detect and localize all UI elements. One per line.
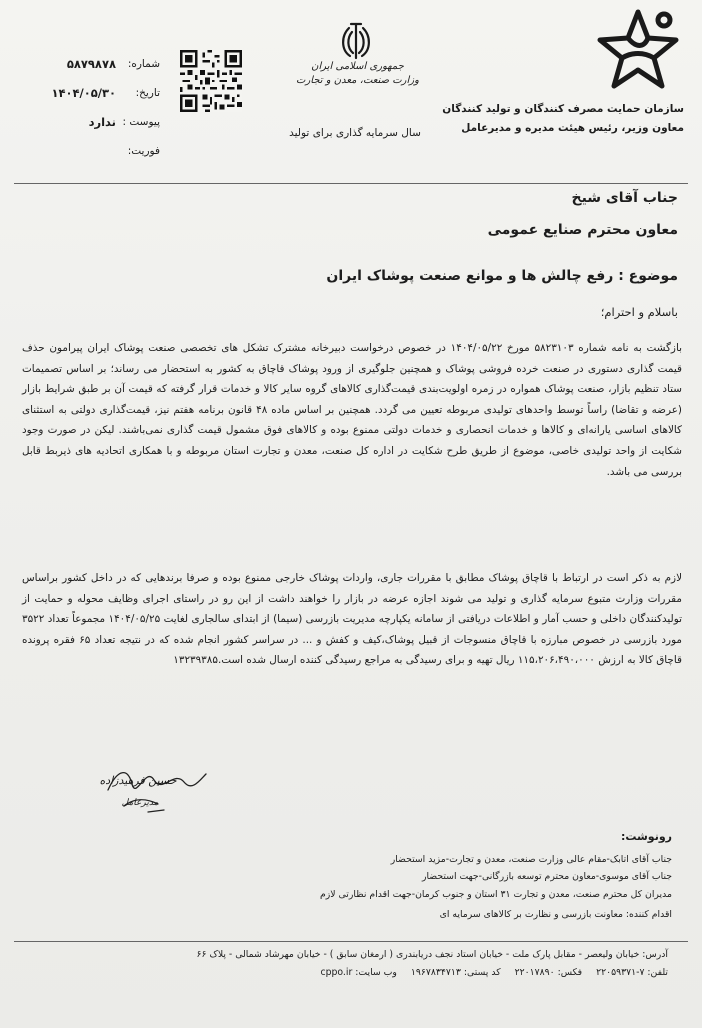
footer-address: آدرس: خیابان ولیعصر - مقابل پارک ملت - خیابان استاد نجف دریابندری ( ارمغان سابق ) - خیابان مهرشاد شمالی - پلاک ۶۶ <box>196 949 668 960</box>
cc-line: جناب آقای اتابک-مقام عالی وزارت صنعت، معدن و تجارت-مزید استحضار <box>390 854 672 865</box>
org-line: معاون وزیر، رئیس هیئت مدیره و مدیرعامل <box>461 122 684 134</box>
footer-divider <box>14 941 688 942</box>
qr-code-icon <box>180 50 242 112</box>
ministry-line: جمهوری اسلامی ایران <box>311 61 404 72</box>
addressee-title: معاون محترم صنایع عمومی <box>487 222 678 238</box>
footer-website: وب سایت: cppo.ir <box>320 967 397 978</box>
greeting: باسلام و احترام؛ <box>600 305 678 319</box>
header-divider <box>14 183 688 184</box>
signatory-title: مدیرعامل <box>121 798 159 808</box>
org-line: سازمان حمایت مصرف کنندگان و تولید کنندگان <box>442 103 684 115</box>
meta-label: پیوست : <box>122 116 160 128</box>
signatory-name: حسین فرهیدزاده <box>99 774 177 787</box>
cc-line: اقدام کننده: معاونت بازرسی و نظارت بر کالاهای سرمایه ای <box>439 909 672 920</box>
signature-scribble-icon <box>88 760 218 830</box>
footer-phone: تلفن: ۷-۲۲۰۵۹۳۷۱ <box>596 967 668 978</box>
letter-meta <box>20 50 160 166</box>
iran-emblem-icon <box>333 18 379 64</box>
meta-value: ندارد <box>88 115 116 129</box>
meta-number <box>20 50 160 79</box>
meta-urgency <box>20 137 160 166</box>
ministry-line: وزارت صنعت، معدن و تجارت <box>296 75 419 86</box>
cppo-logo-icon <box>592 4 684 96</box>
body-paragraph: بازگشت به نامه شماره ۵۸۲۳۱۰۳ مورخ ۱۴۰۴/۰۵/۲۲ در خصوص درخواست دبیرخانه مشترک تشکل های تخصصی صنعت پوشاک ایران پیرامون حذف قیمت گذاری دستوری در صنعت خرده فروشی پوشاک و همچنین جلوگیری از ورود پوشاک قاچاق به کشور به استحضار می رساند؛ بر اساس تصمیمات ستاد تنظیم بازار، صنعت پوشاک همواره در زمره اولویت‌بندی قیمت‌گذاری کالاهای گروه سایر کالا و خدمات قرار گرفته که قیمت آن بر طبق شرایط بازار (عرضه و تقاضا) راساً توسط واحدهای تولیدی مربوطه تعیین می گردد. همچنین بر اساس ماده ۴۸ قانون برنامه هفتم نیز، قیمت‌گذاری دولتی به استثنای کالاهای اساسی یارانه‌ای و کالاها و خدمات انحصاری و خدمات دولتی ممنوع بوده و کالاهای فوق مشمول قیمت گذاری نمی‌باشند. لیکن در صورت وجود شکایت از واحد تولیدی خاصی، موضوع از طریق طرح شکایت در اداره کل صنعت، معدن و تجارت استان مربوطه و با همکاری اتحادیه های ذیربط قابل بررسی می باشد. <box>22 342 683 478</box>
ministry-logotype <box>290 60 425 88</box>
body-paragraph: لازم به ذکر است در ارتباط با قاچاق پوشاک مطابق با مقررات جاری، واردات پوشاک خارجی ممنوع بوده و صرفا برندهایی که در داخل کشور براساس مقررات وزارت متبوع سرمایه گذاری و تولید می شوند اجازه عرضه در بازار را خواهند داشت از این رو در راستای اجرای وظایف محوله و حمایت از تولیدکنندگان داخلی و حسب آمار و اطلاعات دریافتی از سامانه یکپارچه مدیریت بازرسی (سیما) از ابتدای سالجاری لغایت ۱۴۰۴/۰۵/۲۵ مجموعاً تعداد ۳۵۲۲ مورد بازرسی در خصوص مبارزه با قاچاق منسوجات از قبیل پوشاک،کیف و کفش و ... در سراسر کشور انجام شده که در نتیجه تعداد ۶۵ فقره پرونده قاچاق کالا به ارزش ۱۱۵،۲۰۶،۴۹۰،۰۰۰ ریال تهیه و برای رسیدگی به مراجع رسیدگی کننده ارسال شده است.۱۳۲۳۹۳۸۵ <box>22 572 682 667</box>
meta-label: فوریت: <box>127 145 160 157</box>
footer-postal-code: کد پستی: ۱۹۶۷۸۳۴۷۱۳ <box>410 967 501 978</box>
meta-attachment <box>20 108 160 137</box>
year-slogan: سال سرمایه گذاری برای تولید <box>289 127 421 139</box>
cc-heading: رونوشت: <box>620 830 672 843</box>
meta-date <box>20 79 160 108</box>
organization-name <box>424 100 684 138</box>
cc-line: مدیران کل محترم صنعت، معدن و تجارت ۳۱ استان و جنوب کرمان-جهت اقدام نظارتی لازم <box>320 889 672 900</box>
meta-label: شماره: <box>127 58 160 70</box>
addressee-name: جناب آقای شیخ <box>571 190 678 206</box>
cc-line: جناب آقای موسوی-معاون محترم توسعه بازرگانی-جهت استحضار <box>421 871 672 882</box>
meta-value: ۱۴۰۴/۰۵/۳۰ <box>51 86 116 100</box>
meta-label: تاریخ: <box>135 87 160 99</box>
footer-fax: فکس: ۲۲۰۱۷۸۹۰ <box>514 967 583 978</box>
meta-value: ۵۸۷۹۸۷۸ <box>66 57 116 71</box>
letter-subject: موضوع : رفع چالش ها و موانع صنعت پوشاک ایران <box>326 268 678 284</box>
footer-contacts <box>28 967 668 978</box>
